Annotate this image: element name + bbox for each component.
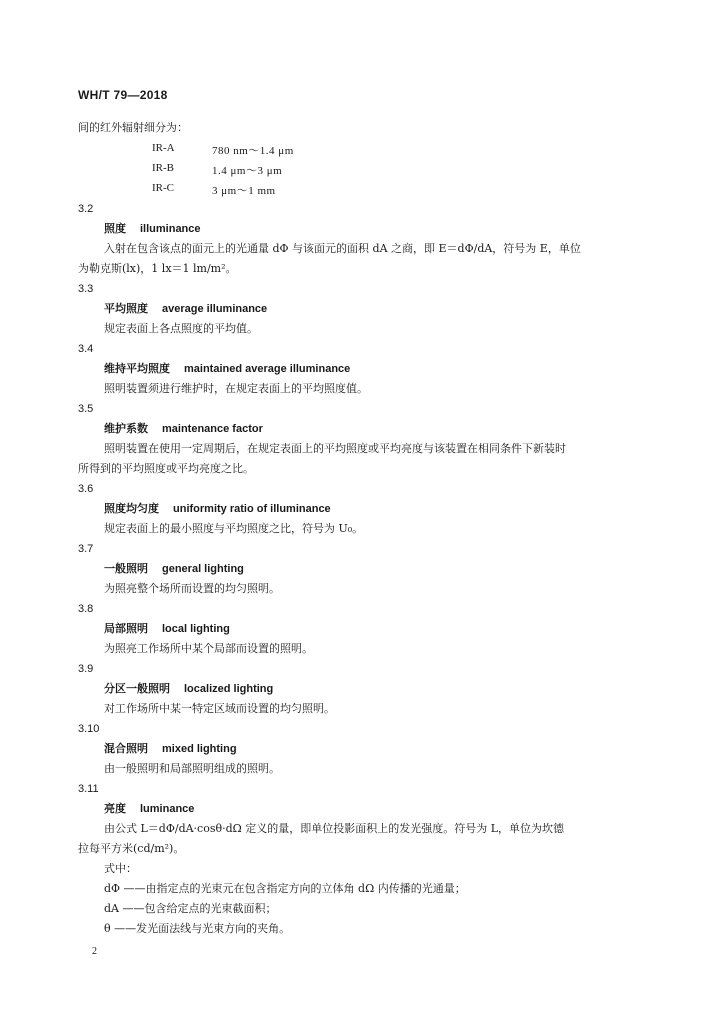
definition-line: 照明装置在使用一定周期后，在规定表面上的平均照度或平均亮度与该装置在相同条件下新装时	[104, 442, 566, 455]
page-number: 2	[92, 946, 97, 957]
term-heading	[104, 802, 194, 816]
definition-line: 对工作场所中某一特定区域而设置的均匀照明。	[104, 702, 335, 715]
term-chinese: 照度均匀度	[104, 502, 159, 515]
term-english: mixed lighting	[162, 743, 237, 755]
definition-line: 规定表面上各点照度的平均值。	[104, 322, 258, 335]
term-english: localized lighting	[184, 683, 274, 695]
term-heading	[104, 622, 230, 636]
definition-line: 由公式 L＝dΦ/dA·cosθ·dΩ 定义的量，即单位投影面积上的发光强度。符号为 L，单位为坎德	[104, 822, 565, 835]
term-english: maintained average illuminance	[184, 363, 351, 375]
definition-line: 照明装置须进行维护时，在规定表面上的平均照度值。	[104, 382, 368, 395]
term-chinese: 照度	[104, 222, 126, 235]
section-number: 3.11	[78, 783, 99, 795]
section-number: 3.2	[78, 203, 94, 215]
intro-text: 间的红外辐射细分为：	[78, 121, 188, 134]
term-english: local lighting	[162, 623, 230, 635]
ir-band-range: 1.4 μm～3 μm	[212, 165, 283, 177]
definition-line: 为照亮工作场所中某个局部而设置的照明。	[104, 642, 313, 655]
definition-line: 入射在包含该点的面元上的光通量 dΦ 与该面元的面积 dA 之商，即 E＝dΦ/dA，符号为 E，单位	[104, 242, 581, 255]
term-english: luminance	[140, 803, 195, 815]
term-heading	[104, 742, 237, 756]
term-english: average illuminance	[162, 303, 268, 315]
term-english: general lighting	[162, 563, 244, 575]
definition-line: 为勒克斯(lx)，1 lx＝1 lm/m²。	[78, 262, 237, 275]
term-heading	[104, 222, 201, 236]
section-number: 3.8	[78, 603, 94, 615]
term-chinese: 分区一般照明	[104, 682, 170, 695]
section-number: 3.6	[78, 483, 94, 495]
term-chinese: 平均照度	[104, 302, 148, 315]
term-heading	[104, 682, 273, 696]
section-number: 3.7	[78, 543, 94, 555]
term-heading	[104, 562, 244, 576]
term-english: uniformity ratio of illuminance	[173, 503, 331, 515]
formula-note: θ ——发光面法线与光束方向的夹角。	[104, 922, 291, 935]
term-chinese: 维持平均照度	[104, 362, 170, 375]
term-chinese: 局部照明	[104, 622, 148, 635]
term-heading	[104, 302, 267, 316]
term-chinese: 一般照明	[104, 562, 148, 575]
formula-note: dA ——包含给定点的光束截面积；	[104, 902, 277, 915]
term-chinese: 混合照明	[104, 742, 148, 755]
formula-label: 式中：	[104, 862, 137, 875]
ir-band-code: IR-B	[152, 162, 174, 174]
definition-line: 为照亮整个场所而设置的均匀照明。	[104, 582, 280, 595]
section-number: 3.4	[78, 343, 94, 355]
definition-line: 由一般照明和局部照明组成的照明。	[104, 762, 280, 775]
section-number: 3.5	[78, 403, 94, 415]
section-number: 3.3	[78, 283, 94, 295]
term-heading	[104, 362, 350, 376]
term-english: maintenance factor	[162, 423, 263, 435]
definition-line: 所得到的平均照度或平均亮度之比。	[78, 462, 254, 475]
ir-band-range: 780 nm～1.4 μm	[212, 145, 294, 157]
term-heading	[104, 422, 263, 436]
section-number: 3.10	[78, 723, 100, 735]
term-english: illuminance	[140, 223, 201, 235]
standard-code-header: WH/T 79—2018	[78, 88, 168, 102]
term-heading	[104, 502, 331, 516]
ir-band-range: 3 μm～1 mm	[212, 185, 276, 197]
definition-line: 规定表面上的最小照度与平均照度之比，符号为 U₀。	[104, 522, 364, 535]
ir-band-code: IR-A	[152, 142, 175, 154]
section-number: 3.9	[78, 663, 94, 675]
definition-line: 拉每平方米(cd/m²)。	[78, 842, 185, 855]
term-chinese: 维护系数	[104, 422, 148, 435]
ir-band-code: IR-C	[152, 182, 174, 194]
term-chinese: 亮度	[104, 802, 126, 815]
formula-note: dΦ ——由指定点的光束元在包含指定方向的立体角 dΩ 内传播的光通量；	[104, 882, 466, 895]
